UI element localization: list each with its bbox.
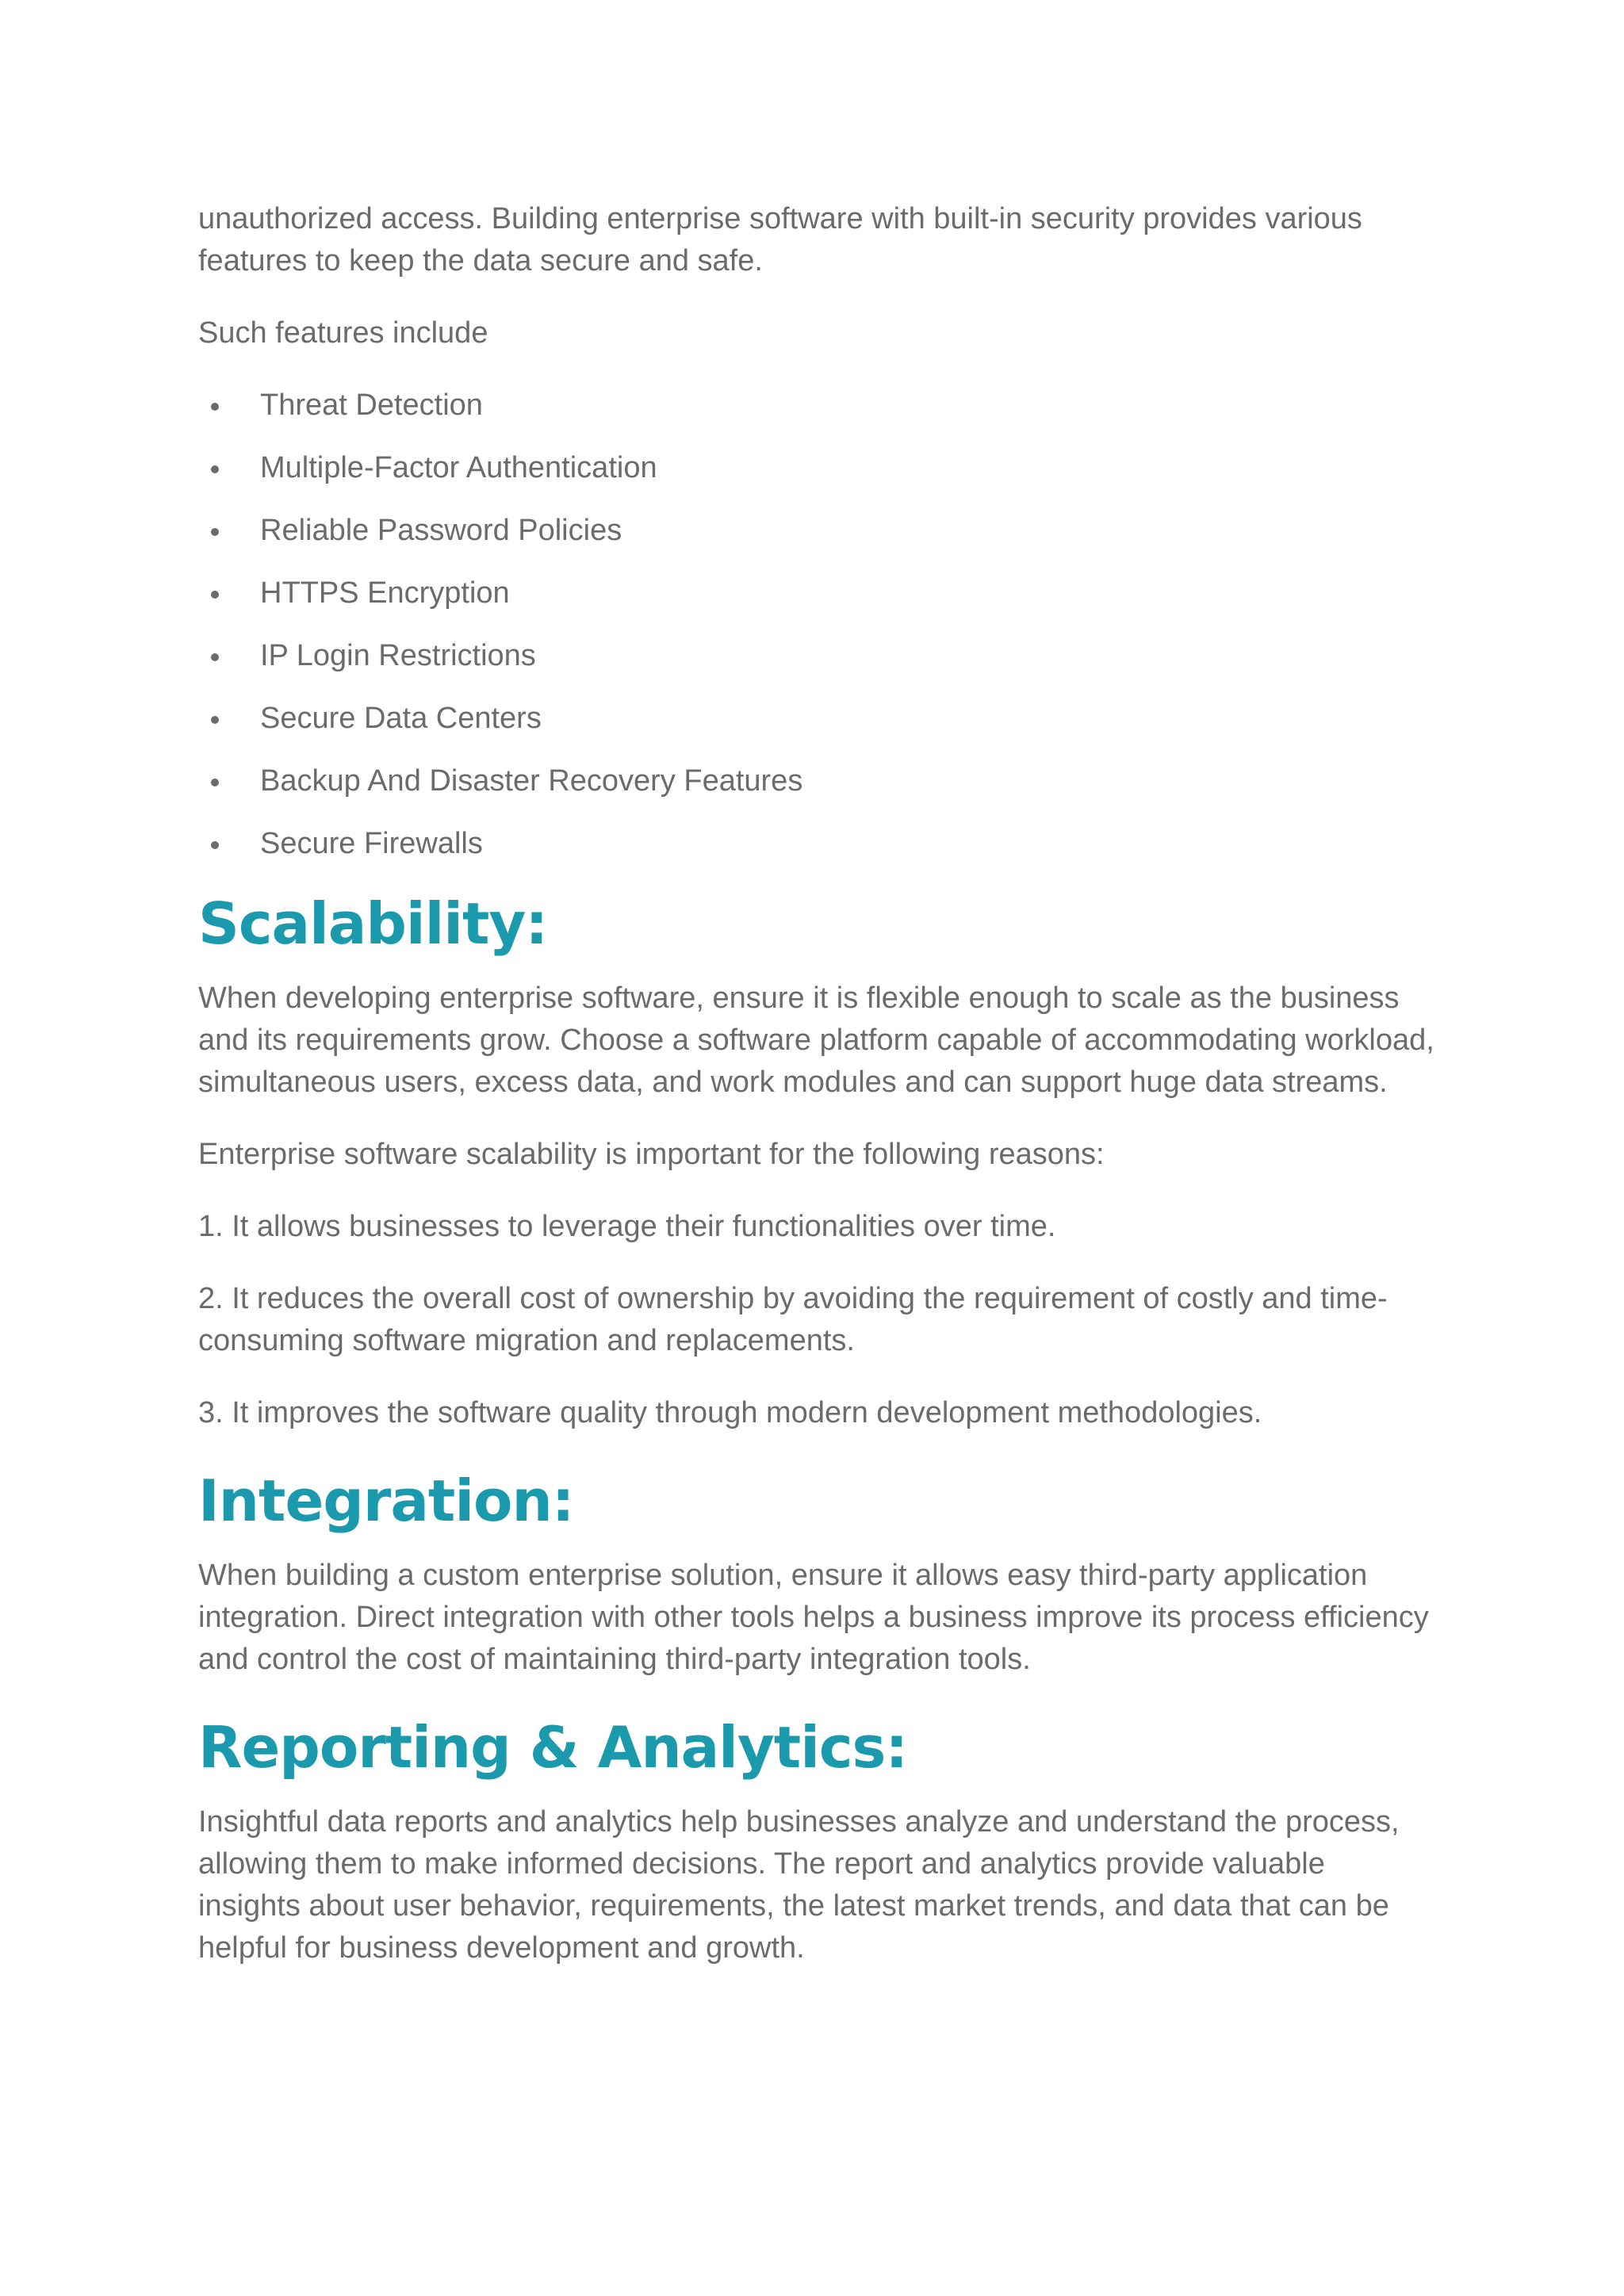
reporting-heading: Reporting & Analytics: (198, 1714, 908, 1781)
bullet-icon (211, 528, 219, 536)
bullet-icon (211, 653, 219, 661)
list-item: Reliable Password Policies (198, 510, 1435, 552)
list-item: Secure Data Centers (198, 698, 1435, 740)
scalability-heading: Scalability: (198, 890, 548, 957)
features-lead: Such features include (198, 316, 488, 350)
scalability-point-2: 2. It reduces the overall cost of ownership by avoiding the requirement of costly and time-consuming software migration and replacements. (198, 1282, 1388, 1357)
list-item: Threat Detection (198, 385, 1435, 427)
bullet-icon (211, 841, 219, 849)
security-features-list (198, 385, 1435, 865)
bullet-icon (211, 465, 219, 473)
list-item: Backup And Disaster Recovery Features (198, 760, 1435, 802)
intro-paragraph: unauthorized access. Building enterprise software with built-in security provides various features to keep the data secure and safe. (198, 202, 1362, 277)
scalability-paragraph: When developing enterprise software, ensure it is flexible enough to scale as the business and its requirements grow. Choose a software platform capable of accommodating workload, simultaneous users, excess data, and work modules and can support huge data streams. (198, 982, 1434, 1099)
bullet-icon (211, 779, 219, 786)
scalability-point-3: 3. It improves the software quality through modern development methodologies. (198, 1396, 1262, 1429)
scalability-lead: Enterprise software scalability is important for the following reasons: (198, 1138, 1105, 1171)
integration-paragraph: When building a custom enterprise solution, ensure it allows easy third-party application integration. Direct integration with other tools helps a business improve its process efficiency and control the cost of maintaining third-party integration tools. (198, 1559, 1429, 1676)
bullet-icon (211, 403, 219, 411)
list-item: Multiple-Factor Authentication (198, 447, 1435, 489)
scalability-point-1: 1. It allows businesses to leverage their functionalities over time. (198, 1210, 1056, 1243)
bullet-icon (211, 716, 219, 724)
bullet-icon (211, 591, 219, 599)
document-page (198, 198, 1435, 1999)
reporting-paragraph: Insightful data reports and analytics help businesses analyze and understand the process, allowing them to make informed decisions. The report and analytics provide valuable insights about user behavior, requirements, the latest market trends, and data that can be helpful for business development and growth. (198, 1805, 1400, 1965)
list-item: IP Login Restrictions (198, 635, 1435, 677)
integration-heading: Integration: (198, 1468, 574, 1534)
list-item: HTTPS Encryption (198, 572, 1435, 614)
list-item: Secure Firewalls (198, 823, 1435, 865)
